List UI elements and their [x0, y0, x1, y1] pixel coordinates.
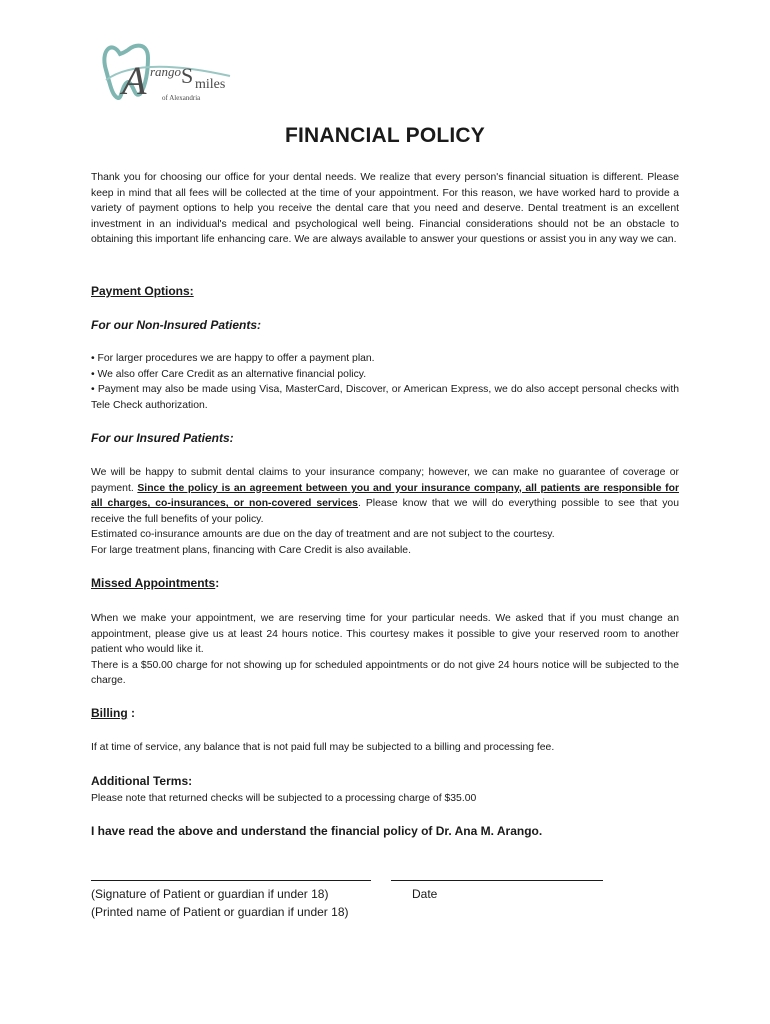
billing-text: If at time of service, any balance that is not paid full may be subjected to a billing and processing fee.: [91, 742, 555, 753]
list-item: • For larger procedures we are happy to offer a payment plan.: [91, 353, 375, 364]
billing-heading-colon: :: [127, 706, 136, 720]
missed-text-1: When we make your appointment, we are reserving time for your particular needs. We asked that if you must change an appointment, please give us at least 24 hours notice. This courtesy makes it possible to give your reserved room to another patient who would like it.: [91, 613, 679, 656]
logo-subtitle: of Alexandria: [162, 94, 201, 102]
non-insured-heading: For our Non-Insured Patients:: [91, 318, 262, 332]
date-line[interactable]: [391, 880, 603, 881]
logo-letter-s: S: [181, 63, 194, 88]
logo-word-rango: rango: [150, 64, 182, 79]
billing-heading-text: Billing: [91, 706, 128, 720]
practice-logo: [98, 36, 248, 108]
date-label: Date: [412, 887, 438, 901]
additional-terms-heading: Additional Terms:: [91, 774, 193, 788]
logo-letter-a: A: [122, 58, 147, 103]
printed-name-label: (Printed name of Patient or guardian if under 18): [91, 905, 349, 919]
intro-paragraph: Thank you for choosing our office for your dental needs. We realize that every person's financial situation is different. Please keep in mind that all fees will be collected at the time of your appointment. For this reason, we have worked hard to provide a variety of payment options to help you receive the dental care that you need and deserve. Dental treatment is an excellent investment in an individual's medical and psychological well being. Financial considerations should not be an obstacle to obtaining this important life enhancing care. We are always available to answer your questions or assist you in any way we can.: [91, 172, 679, 246]
signature-label: (Signature of Patient or guardian if under 18): [91, 887, 329, 901]
logo-word-miles: miles: [195, 77, 226, 92]
insured-text-continued: . Please know that we will do everything possible to see that you receive the full benefits of your policy.: [91, 498, 679, 525]
signature-line[interactable]: [91, 880, 371, 881]
page-title: FINANCIAL POLICY: [285, 124, 485, 147]
missed-appointments-heading: [91, 576, 679, 590]
missed-heading-text: Missed Appointments: [91, 576, 216, 590]
non-insured-list: [91, 351, 679, 413]
tooth-logo-icon: [98, 36, 248, 108]
acknowledgement-statement: I have read the above and understand the financial policy of Dr. Ana M. Arango.: [91, 824, 543, 838]
insured-paragraph: [91, 465, 679, 559]
insured-heading: For our Insured Patients:: [91, 431, 234, 445]
list-item: • We also offer Care Credit as an alternative financial policy.: [91, 368, 367, 380]
insured-text: We will be happy to submit dental claims to your insurance company; however, we can make no guarantee of coverage or payment.: [91, 467, 679, 494]
payment-options-heading: Payment Options:: [91, 284, 194, 298]
missed-heading-colon: :: [215, 576, 220, 590]
missed-text-2: There is a $50.00 charge for not showing up for scheduled appointments or do not give 24 hours notice will be subjected to the charge.: [91, 659, 679, 687]
additional-terms-text: Please note that returned checks will be subjected to a processing charge of $35.00: [91, 793, 477, 804]
insured-line-financing: For large treatment plans, financing with Care Credit is also available.: [91, 544, 411, 556]
insured-line-coinsurance: Estimated co-insurance amounts are due on the day of treatment and are not subject to the courtesy.: [91, 529, 555, 541]
missed-appointments-text: [91, 611, 679, 689]
billing-heading: [91, 706, 679, 720]
insured-responsibility-text: Since the policy is an agreement between you and your insurance company, all patients are responsible for all charges, co-insurances, or non-covered services: [91, 482, 679, 510]
list-item: • Payment may also be made using Visa, MasterCard, Discover, or American Express, we do also accept personal checks with Tele Check authorization.: [91, 384, 679, 411]
